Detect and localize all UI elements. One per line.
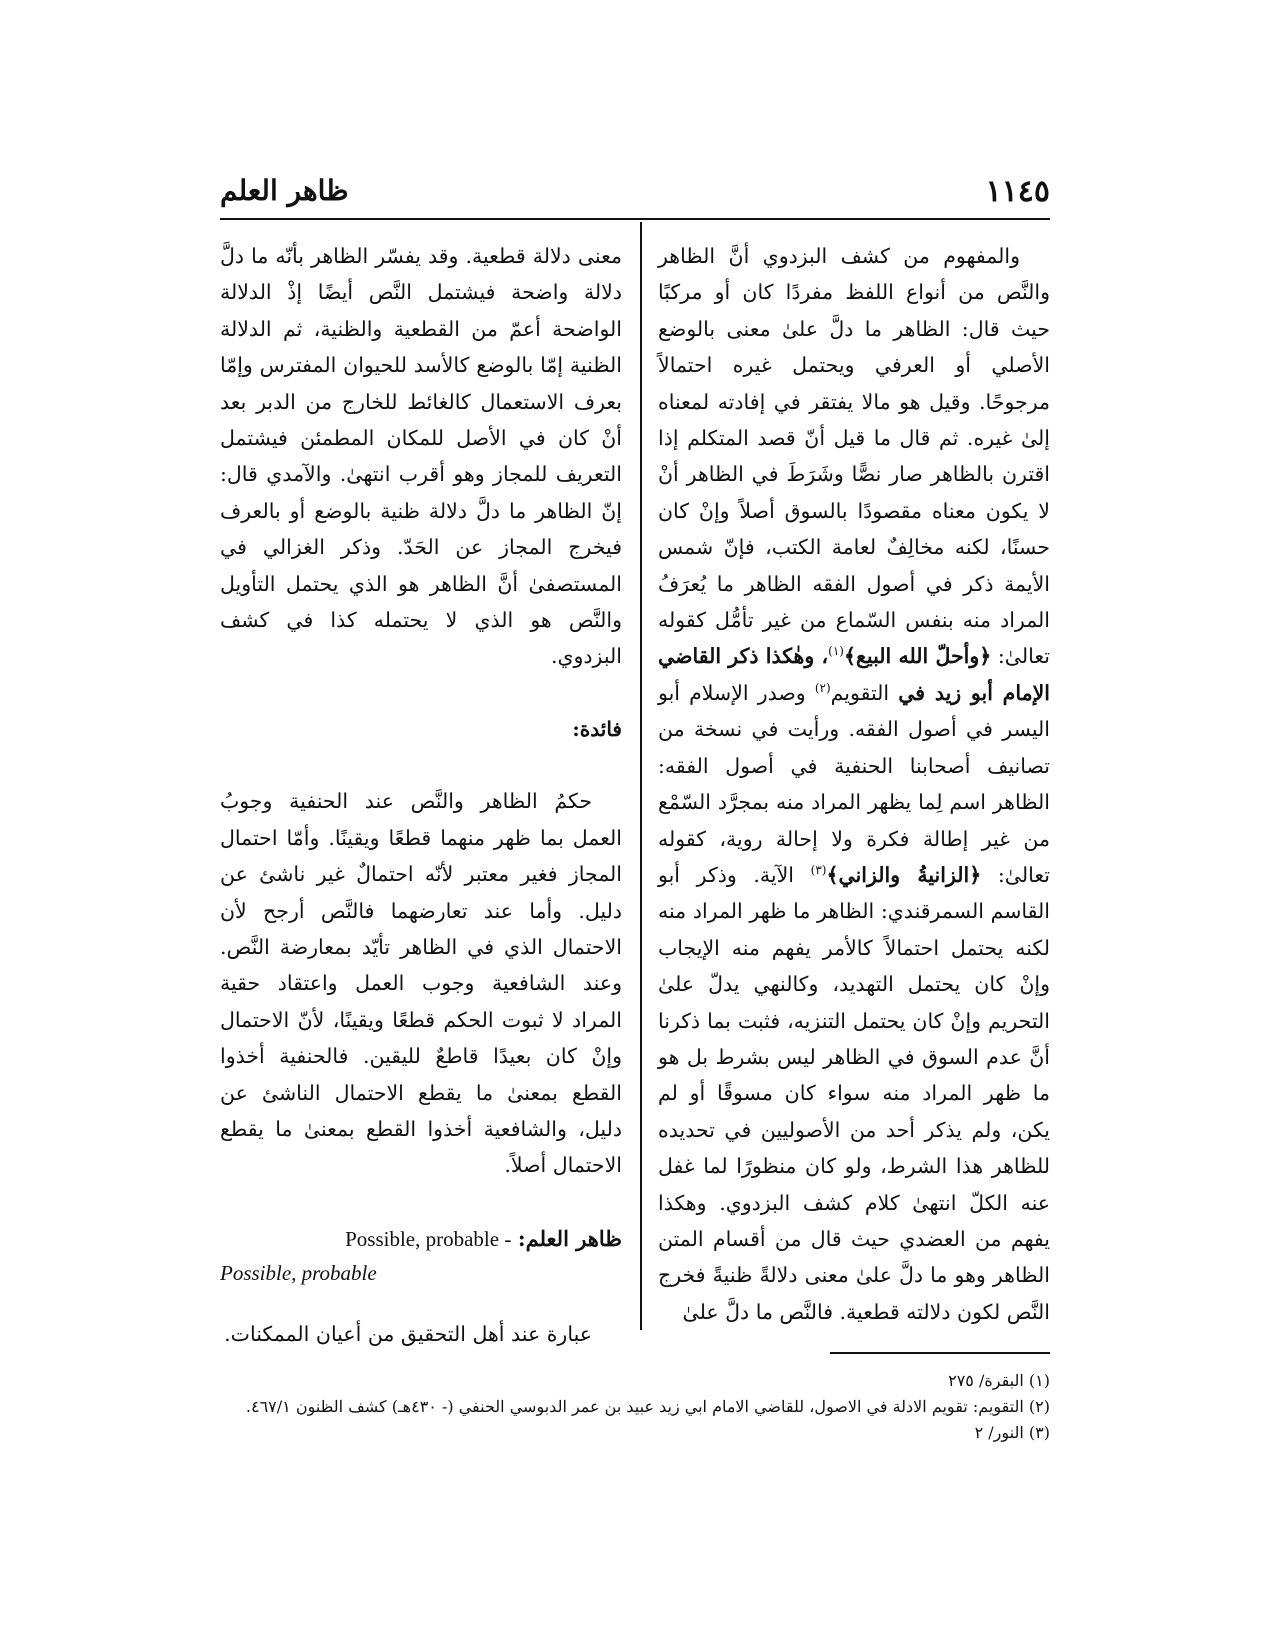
footnote: (١) البقرة/ ٢٧٥	[948, 1371, 1050, 1390]
body-paragraph: حكمُ الظاهر والنَّص عند الحنفية وجوبُ العمل بما ظهر منهما قطعًا ويقينًا. وأمّا احتمال المجاز فغير معتبر لأنّه احتمالٌ غير ناشئ عن دليل. وأما عند تعارضهما فالنَّص أرجح لأن الاحتمال الذي في الظاهر تأيّد بمعارضة النَّص. وعند الشافعية وجوب العمل واعتقاد حقية المراد لا ثبوت الحكم قطعًا ويقينًا، لأنّ الاحتمال وإنْ كان بعيدًا قاطعٌ لليقين. فالحنفية أخذوا القطع بمعنىٰ ما يقطع الاحتمال الناشئ عن دليل، والشافعية أخذوا القطع بمعنىٰ ما يقطع الاحتمال أصلاً.	[220, 789, 622, 1178]
entry-translation: Possible, probable -	[345, 1226, 512, 1251]
page-number: ١١٤٥	[985, 174, 1050, 209]
paragraph-text: التقويم	[830, 680, 890, 705]
body-paragraph: معنى دلالة قطعية. وقد يفسّر الظاهر بأنّه ما دلَّ دلالة واضحة فيشتمل النَّص أيضًا إذْ الدلالة الواضحة أعمّ من القطعية والظنية، ثم الدلالة الظنية إمّا بالوضع كالأسد للحيوان المفترس وإمّا بعرف الاستعمال كالغائط للخارج من الدبر بعد أنْ كان في الأصل للمكان المطمئن فيشتمل التعريف للمجاز وهو أقرب انتهىٰ. والآمدي قال: إنّ الظاهر ما دلَّ دلالة ظنية بالوضع أو بالعرف فيخرج المجاز عن الحَدّ. وذكر الغزالي في المستصفىٰ أنَّ الظاهر هو الذي يحتمل التأويل والنَّص هو الذي لا يحتمله كذا في كشف البزدوي.	[220, 244, 622, 669]
left-column	[220, 238, 622, 1352]
paragraph-text: الآية. وذكر أبو القاسم السمرقندي: الظاهر ما ظهر المراد منه لكنه يحتمل احتمالاً كالأمر يفهم منه الإيجاب وإنْ كان يحتمل التهديد، وكالنهي يدلّ علىٰ التحريم وإنْ كان يحتمل التنزيه، فثبت بما ذكرنا أنَّ عدم السوق في الظاهر ليس بشرط بل هو ما ظهر المراد منه سواء كان مسوقًا أو لم يكن، ولم يذكر أحد من الأصوليين في تحديده للظاهر هذا الشرط، ولو كان منظورًا لما غفل عنه الكلّ انتهىٰ كلام كشف البزدوي. وهكذا يفهم من العضدي حيث قال من أقسام المتن الظاهر وهو ما دلَّ علىٰ معنى دلالةً ظنيةً فخرج النَّص لكون دلالته قطعية. فالنَّص ما دلَّ علىٰ	[658, 862, 1050, 1324]
page-header	[220, 170, 1050, 216]
paragraph-text: وصدر الإسلام أبو اليسر في أصول الفقه. ورأيت في نسخة من تصانيف أصحابنا الحنفية في أصول الفقه: الظاهر اسم لِما يظهر المراد منه بمجرَّد السّمْع من غير إطالة فكرة ولا إحالة روية، كقوله تعالىٰ:	[658, 680, 1050, 887]
column-divider	[640, 222, 642, 1330]
footnote-marker: (٢)	[814, 681, 831, 696]
entry-term: ظاهر العلم:	[517, 1225, 622, 1251]
header-rule	[220, 218, 1050, 220]
paragraph-text: ، وهٰكذا ذكر القاضي الإمام أبو زيد في	[658, 644, 1050, 705]
entry-translation-italic: Possible, probable	[220, 1260, 377, 1285]
quran-quote: ﴿وأحلّ الله البيع﴾	[843, 644, 992, 669]
footnote: (٢) التقويم: تقويم الادلة في الاصول، للقاضي الامام ابي زيد عبيد بن عمر الدبوسي الحنفي (- ٤٣٠هـ) كشف الظنون ٤٦٧/١.	[245, 1397, 1050, 1416]
footnote-marker: (٣)	[810, 863, 827, 878]
running-title: ظاهر العلم	[220, 174, 349, 207]
footnote: (٣) النور/ ٢	[974, 1423, 1050, 1442]
entry-definition: عبارة عند أهل التحقيق من أعيان الممكنات.	[224, 1321, 592, 1346]
footnotes	[220, 1368, 1050, 1446]
body-paragraph	[658, 238, 1050, 1330]
paragraph-text: والمفهوم من كشف البزدوي أنَّ الظاهر والنَّص من أنواع اللفظ مفردًا كان أو مركبًا حيث قال: الظاهر ما دلَّ علىٰ معنى بالوضع الأصلي أو العرفي ويحتمل غيره احتمالاً مرجوحًا. وقيل هو مالا يفتقر في إفادته لمعناه إلىٰ غيره. ثم قال ما قيل أنّ قصد المتكلم إذا اقترن بالظاهر صار نصًّا وشَرَطَ في الظاهر أنْ لا يكون معناه مقصودًا بالسوق أصلاً وإنْ كان حسنًا، لكنه مخالِفٌ لعامة الكتب، فإنّ شمس الأيمة ذكر في أصول الفقه الظاهر ما يُعرَفُ المراد منه بنفس السّماع من غير تأمُّل كقوله تعالىٰ:	[658, 244, 1050, 669]
section-heading: فائدة:	[572, 716, 622, 741]
dictionary-entry-head	[220, 1222, 622, 1290]
footnote-rule	[830, 1352, 1050, 1354]
quran-quote: ﴿الزانيةُ والزاني﴾	[826, 862, 982, 887]
footnote-marker: (١)	[828, 644, 844, 659]
right-column	[658, 238, 1050, 1330]
